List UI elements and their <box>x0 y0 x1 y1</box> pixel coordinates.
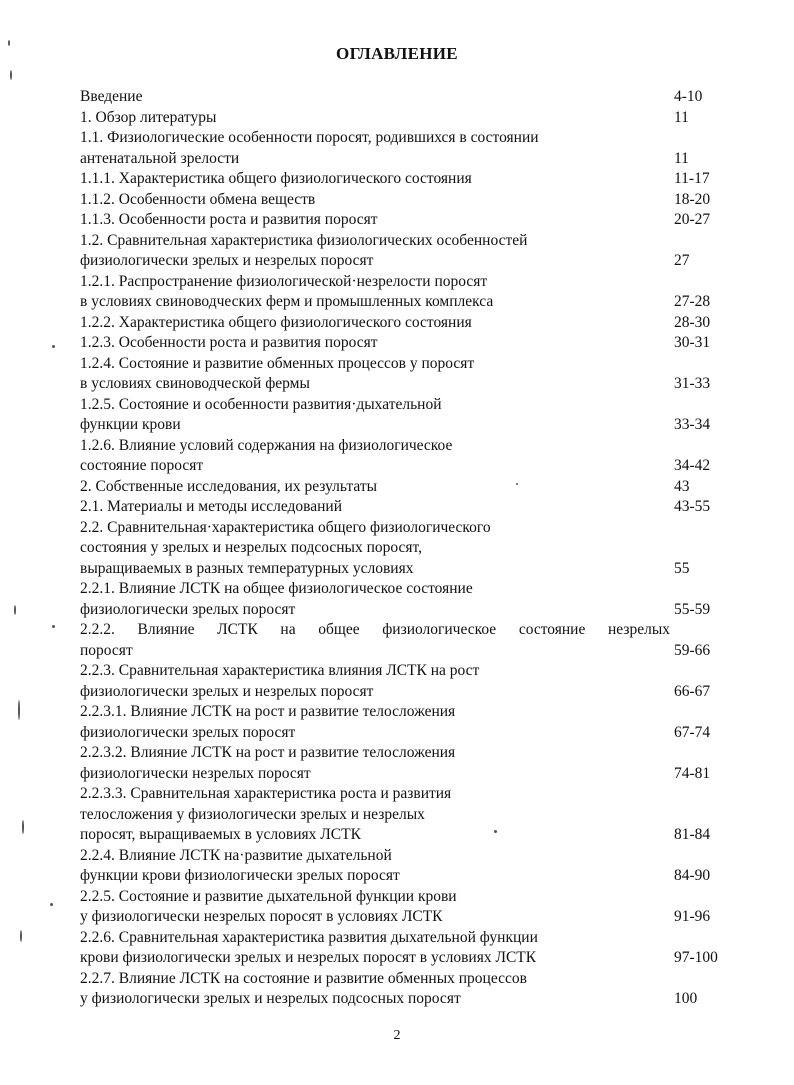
toc-entry <box>80 231 730 272</box>
toc-entry-page: 27 <box>674 252 690 269</box>
toc-entry-title <box>80 969 670 1010</box>
toc-entry-line: 2.2.3.3. Сравнительная характеристика роста и развития <box>80 785 452 802</box>
toc-entry-line: функции крови <box>80 416 181 433</box>
toc-entry-title <box>80 620 670 661</box>
toc-entry-line: 2.2.3.1. Влияние ЛСТК на рост и развитие телосложения <box>80 703 456 720</box>
toc-entry-line: 1.2.6. Влияние условий содержания на физиологическое <box>80 436 453 454</box>
toc-entry-title <box>80 169 670 190</box>
toc-entry <box>80 313 730 334</box>
scan-speck <box>50 903 53 906</box>
toc-entry-page: 84-90 <box>674 867 711 884</box>
toc-entry-page: 67-74 <box>674 723 711 741</box>
toc-entry-line: 2.2.3. Сравнительная характеристика влияния ЛСТК на рост <box>80 662 480 679</box>
toc-entry <box>80 743 730 784</box>
toc-entry-page: 55 <box>674 559 690 577</box>
toc-entry-title <box>80 395 670 436</box>
toc-entry-title <box>80 272 670 313</box>
toc-entry-page: 43-55 <box>674 498 711 515</box>
toc-entry-line: 1.2.4. Состояние и развитие обменных процессов у поросят <box>80 354 475 372</box>
toc-entry-page: 74-81 <box>674 764 711 782</box>
toc-entry-title <box>80 497 670 518</box>
scan-speck <box>52 345 55 348</box>
toc-entry-line: 2.1. Материалы и методы исследований <box>80 498 343 515</box>
scan-speck <box>22 820 24 834</box>
toc-entry-line: физиологически зрелых поросят <box>80 723 296 741</box>
toc-entry-line: в условиях свиноводческих ферм и промышленных комплекса <box>80 293 494 310</box>
toc-entry-line: 1.2.5. Состояние и особенности развития·дыхательной <box>80 395 442 413</box>
toc-entry <box>80 477 730 498</box>
toc-entry-line: 2.2.2. Влияние ЛСТК на общее физиологическое состояние незрелых <box>80 621 670 638</box>
toc-entry <box>80 784 730 846</box>
scan-speck <box>516 483 518 485</box>
toc-entry-page: 43 <box>674 477 690 495</box>
toc-entry <box>80 620 730 661</box>
toc-entry-title <box>80 87 670 108</box>
toc-entry-line: 2.2.1. Влияние ЛСТК на общее физиологическое состояние <box>80 580 473 597</box>
toc-entry <box>80 395 730 436</box>
toc-entry <box>80 272 730 313</box>
toc-entry-title <box>80 210 670 231</box>
toc-entry-line: крови физиологически зрелых и незрелых поросят в условиях ЛСТК <box>80 949 537 966</box>
toc-entry <box>80 928 730 969</box>
toc-entry-page: 33-34 <box>674 416 711 433</box>
toc-entry <box>80 190 730 211</box>
toc-entry-line: выращиваемых в разных температурных условиях <box>80 559 414 577</box>
toc-entry-title <box>80 928 670 969</box>
toc-entry-line: состояние поросят <box>80 457 204 474</box>
toc-entry-title <box>80 846 670 887</box>
scan-speck <box>494 830 497 833</box>
scan-speck <box>10 70 12 80</box>
toc-entry <box>80 354 730 395</box>
toc-entry <box>80 497 730 518</box>
scan-speck <box>18 700 20 720</box>
toc-entry-page: 31-33 <box>674 375 711 392</box>
toc-entry <box>80 661 730 702</box>
scan-speck <box>8 40 10 46</box>
toc-entry-page: 11 <box>674 149 689 167</box>
scan-speck <box>52 625 55 628</box>
toc-entry <box>80 579 730 620</box>
toc-entry <box>80 846 730 887</box>
toc-entry-page: 30-31 <box>674 334 711 351</box>
page-number: 2 <box>393 1028 401 1043</box>
toc-entry-title <box>80 702 670 743</box>
toc-entry-page: 11-17 <box>674 170 710 187</box>
toc-entry-title <box>80 231 670 272</box>
toc-entry-line: 1.1.2. Особенности обмена веществ <box>80 190 316 208</box>
toc-entry <box>80 333 730 354</box>
toc-entry-line: 1.2.1. Распространение физиологической·незрелости поросят <box>80 272 488 290</box>
toc-entry-title <box>80 354 670 395</box>
page-title: ОГЛАВЛЕНИЕ <box>336 44 458 63</box>
toc-entry-line: телосложения у физиологически зрелых и незрелых <box>80 805 425 823</box>
toc-entry <box>80 87 730 108</box>
toc-entry <box>80 518 730 580</box>
toc-entry-title <box>80 887 670 928</box>
toc-entry-line: Введение <box>80 88 143 105</box>
toc-entry-title <box>80 579 670 620</box>
toc-entry <box>80 210 730 231</box>
toc-entry-page: 34-42 <box>674 457 711 474</box>
toc-entry-title <box>80 190 670 211</box>
toc-entry-page: 91-96 <box>674 908 711 925</box>
toc-entry <box>80 436 730 477</box>
toc-entry-line: физиологически незрелых поросят <box>80 764 311 782</box>
toc-entry-line: 2. Собственные исследования, их результаты <box>80 477 378 495</box>
toc-entry-page: 97-100 <box>674 949 718 966</box>
toc-entry <box>80 887 730 928</box>
toc-entry-page: 81-84 <box>674 826 711 843</box>
toc-entry-page: 20-27 <box>674 211 711 228</box>
toc-entry-title <box>80 436 670 477</box>
toc-entry-title <box>80 333 670 354</box>
scan-speck <box>20 930 22 942</box>
toc-entry-title <box>80 313 670 334</box>
toc-entry <box>80 702 730 743</box>
toc-entry-title <box>80 477 670 498</box>
toc-entry-title <box>80 743 670 784</box>
toc-entry-line: 2.2.4. Влияние ЛСТК на·развитие дыхательной <box>80 846 392 864</box>
toc-entry-title <box>80 784 670 846</box>
toc-entry-line: поросят, выращиваемых в условиях ЛСТК <box>80 826 361 843</box>
toc-entry-line: 1.1. Физиологические особенности поросят, родившихся в состоянии <box>80 129 539 146</box>
toc-entry-line: 1.2. Сравнительная характеристика физиологических особенностей <box>80 231 528 249</box>
toc-entry <box>80 108 730 129</box>
toc-entry-line: 2.2.7. Влияние ЛСТК на состояние и развитие обменных процессов <box>80 969 527 987</box>
toc-entry-title <box>80 108 670 129</box>
toc-entry-line: у физиологически незрелых поросят в условиях ЛСТК <box>80 908 443 925</box>
scan-speck <box>14 605 16 615</box>
toc-entry-line: 1. Обзор литературы <box>80 108 217 126</box>
toc-entry-title <box>80 518 670 580</box>
toc-entry-page: 55-59 <box>674 600 711 618</box>
toc-entry-line: поросят <box>80 641 133 659</box>
toc-entry-page: 27-28 <box>674 293 711 310</box>
toc-entry <box>80 128 730 169</box>
toc-entry-line: 2.2. Сравнительная·характеристика общего физиологического <box>80 518 491 536</box>
toc-entry-line: 2.2.3.2. Влияние ЛСТК на рост и развитие телосложения <box>80 744 456 761</box>
toc-entry-line: 2.2.5. Состояние и развитие дыхательной функции крови <box>80 887 457 905</box>
toc-entry-page: 28-30 <box>674 313 711 331</box>
toc-entry <box>80 169 730 190</box>
toc-entry-line: физиологически зрелых поросят <box>80 600 296 618</box>
toc-entry-line: 1.2.3. Особенности роста и развития поросят <box>80 334 378 351</box>
table-of-contents <box>80 87 730 1010</box>
toc-entry-line: 2.2.6. Сравнительная характеристика развития дыхательной функции <box>80 928 538 946</box>
toc-entry-line: 1.1.3. Особенности роста и развития поросят <box>80 211 378 228</box>
toc-entry-title <box>80 128 670 169</box>
toc-entry-line: 1.2.2. Характеристика общего физиологического состояния <box>80 313 472 331</box>
toc-entry-line: в условиях свиноводческой фермы <box>80 375 310 392</box>
toc-entry-page: 18-20 <box>674 190 711 208</box>
toc-entry-line: физиологически зрелых и незрелых поросят <box>80 252 374 269</box>
toc-entry-line: функции крови физиологически зрелых поросят <box>80 867 400 884</box>
toc-entry-line: состояния у зрелых и незрелых подсосных поросят, <box>80 539 422 556</box>
toc-entry-page: 4-10 <box>674 88 703 105</box>
toc-entry-line: физиологически зрелых и незрелых поросят <box>80 682 374 700</box>
toc-entry-line: антенатальной зрелости <box>80 149 240 167</box>
toc-entry-page: 100 <box>674 990 698 1007</box>
toc-entry-title <box>80 661 670 702</box>
toc-entry-line: 1.1.1. Характеристика общего физиологического состояния <box>80 170 472 187</box>
toc-entry <box>80 969 730 1010</box>
toc-entry-page: 11 <box>674 108 689 126</box>
toc-entry-line: у физиологически зрелых и незрелых подсосных поросят <box>80 990 461 1007</box>
toc-entry-page: 66-67 <box>674 682 711 700</box>
toc-entry-page: 59-66 <box>674 641 711 659</box>
